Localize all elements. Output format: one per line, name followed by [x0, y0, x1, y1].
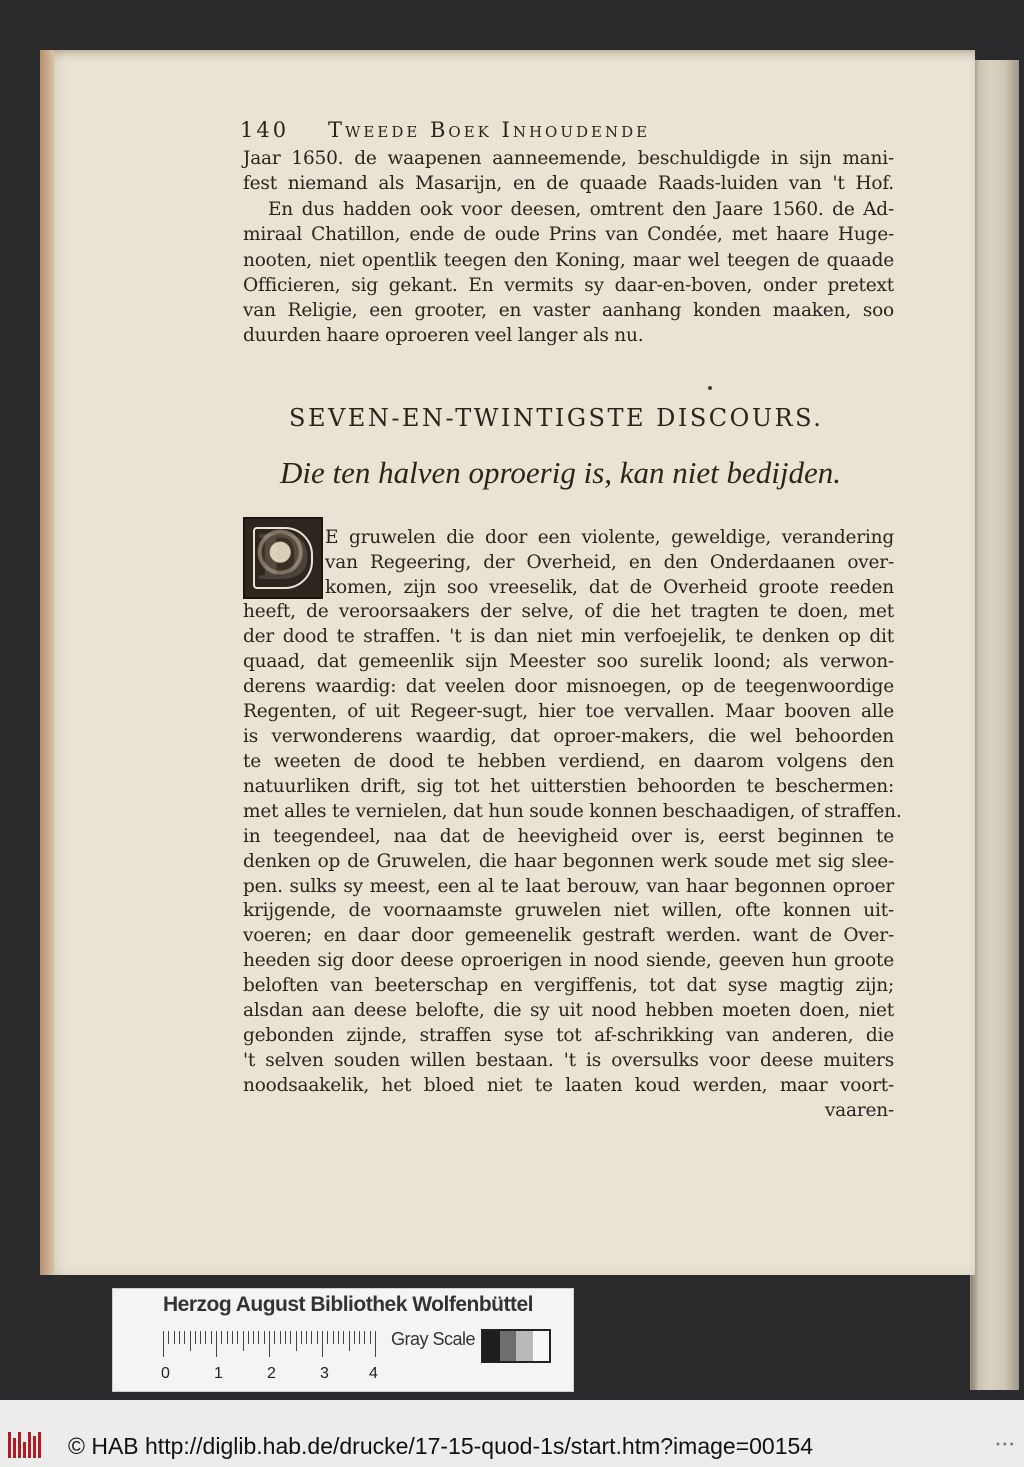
text-line: denken op de Gruwelen, die haar begonnen werk soude met sig slee-	[243, 851, 894, 872]
text-line: Regenten, of uit Regeer-sugt, hier toe vervallen. Maar booven alle	[243, 701, 894, 722]
page-number: 140	[240, 118, 290, 142]
text-line: noodsaakelik, het bloed niet te laaten koud werden, maar voort-	[243, 1075, 894, 1096]
decorated-initial	[243, 517, 323, 599]
drop-cap-letter: D	[256, 521, 310, 594]
text-line: nooten, niet opentlik teegen den Koning, maar wel teegen de quaade	[243, 250, 894, 271]
ruler-tick	[306, 1331, 307, 1344]
ruler-tick	[375, 1331, 376, 1357]
ruler-tick	[290, 1331, 291, 1344]
copyright-url[interactable]: © HAB http://diglib.hab.de/drucke/17-15-quod-1s/start.htm?image=00154	[68, 1433, 814, 1459]
measurement-ruler	[163, 1331, 378, 1359]
text-line: van Religie, een grooter, en vaster aanhang konden maaken, soo	[243, 300, 894, 321]
ruler-tick	[232, 1331, 233, 1344]
catchword: vaaren-	[824, 1100, 894, 1121]
ruler-tick	[216, 1331, 217, 1357]
text-line: voeren; en daar door gemeenelik gestraft werden. want de Over-	[243, 925, 894, 946]
ruler-tick	[237, 1331, 238, 1344]
ruler-tick	[258, 1331, 259, 1344]
ruler-tick	[184, 1331, 185, 1344]
ruler-tick	[205, 1331, 206, 1344]
text-line: duurden haare oproeren veel langer als nu.	[243, 325, 644, 346]
text-line: heeft, de veroorsaakers der selve, of die het tragten te doen, met	[243, 601, 894, 622]
text-line: gebonden zijnde, straffen syse tot af-schrikking van anderen, die	[243, 1025, 894, 1046]
ruler-tick	[211, 1331, 212, 1344]
ruler-tick	[248, 1331, 249, 1344]
ruler-tick	[317, 1331, 318, 1344]
text-line: quaad, dat gemeenlik sijn Meester soo surelik loond; als verwon-	[243, 651, 894, 672]
ruler-tick	[349, 1331, 350, 1351]
ruler-tick	[301, 1331, 302, 1344]
ruler-tick	[253, 1331, 254, 1344]
ornament-dot	[708, 386, 712, 390]
section-title: SEVEN-EN-TWINTIGSTE DISCOURS.	[289, 404, 824, 432]
ruler-label: 0	[161, 1365, 170, 1382]
ruler-tick	[354, 1331, 355, 1344]
gray-scale-swatches	[481, 1329, 551, 1363]
text-line: pen. sulks sy meest, een al te laat berouw, van haar begonnen oproer	[243, 876, 894, 897]
hab-logo-icon	[8, 1432, 48, 1458]
ruler-tick	[195, 1331, 196, 1344]
text-line: E gruwelen die door een violente, geweldige, verandering	[325, 527, 894, 548]
ruler-label: 1	[214, 1365, 223, 1382]
text-line: met alles te vernielen, dat hun soude konnen beschaadigen, of straffen.	[243, 801, 902, 822]
ruler-tick	[370, 1331, 371, 1344]
library-name: Herzog August Bibliothek Wolfenbüttel	[163, 1293, 533, 1316]
gray-scale-label: Gray Scale	[391, 1329, 476, 1349]
color-calibration-card	[112, 1288, 574, 1392]
ruler-tick	[190, 1331, 191, 1351]
ruler-tick	[264, 1331, 265, 1344]
text-line: krijgende, de voornaamste gruwelen niet willen, ofte konnen uit-	[243, 900, 894, 921]
ruler-tick	[227, 1331, 228, 1344]
text-line: miraal Chatillon, ende de oude Prins van Condée, met haare Huge-	[243, 224, 894, 245]
ruler-tick	[200, 1331, 201, 1344]
page-edge	[40, 50, 54, 1275]
text-line: Jaar 1650. de waapenen aanneemende, beschuldigde in sijn mani-	[243, 148, 894, 169]
more-icon[interactable]: •••	[995, 1440, 1016, 1451]
ruler-tick	[296, 1331, 297, 1351]
gray-swatch	[500, 1331, 517, 1361]
ruler-tick	[333, 1331, 334, 1344]
ruler-tick	[322, 1331, 323, 1357]
text-line: heeden sig door deese oproerigen in nood siende, geeven hun groote	[243, 950, 894, 971]
ruler-tick	[280, 1331, 281, 1344]
text-line: Officieren, sig gekant. En vermits sy daar-en-boven, onder pretext	[243, 275, 894, 296]
gray-swatch	[516, 1331, 533, 1361]
ruler-label: 4	[369, 1365, 378, 1382]
gray-swatch	[483, 1331, 500, 1361]
footer-bar	[0, 1400, 1024, 1467]
text-line: fest niemand als Masarijn, en de quaade Raads-luiden van 't Hof.	[243, 173, 894, 194]
text-line: te weeten de dood te hebben verdiend, en daarom volgens den	[243, 751, 894, 772]
ruler-tick	[243, 1331, 244, 1351]
ruler-tick	[285, 1331, 286, 1344]
ruler-tick	[359, 1331, 360, 1344]
gray-swatch	[533, 1331, 550, 1361]
ruler-tick	[338, 1331, 339, 1344]
text-line: En dus hadden ook voor deesen, omtrent den Jaare 1560. de Ad-	[268, 199, 894, 220]
text-line: komen, zijn soo vreeselik, dat de Overheid groote reeden	[325, 577, 894, 598]
ruler-label: 2	[267, 1365, 276, 1382]
text-line: der dood te straffen. 't is dan niet min verfoejelik, te denken op dit	[243, 626, 894, 647]
ruler-tick	[168, 1331, 169, 1344]
book-page-stack	[970, 60, 1019, 1390]
ruler-tick	[269, 1331, 270, 1357]
text-line: in teegendeel, naa dat de heevigheid over is, eerst beginnen te	[243, 826, 894, 847]
ruler-tick	[174, 1331, 175, 1344]
ruler-tick	[364, 1331, 365, 1344]
ruler-tick	[163, 1331, 164, 1357]
text-line: is verwonderens waardig, dat oproer-makers, die wel behoorden	[243, 726, 894, 747]
text-line: van Regeering, der Overheid, en den Onderdaanen over-	[325, 552, 894, 573]
text-line: 't selven souden willen bestaan. 't is oversulks voor deese muiters	[243, 1050, 894, 1071]
ruler-tick	[311, 1331, 312, 1344]
ruler-label: 3	[320, 1365, 329, 1382]
text-line: beloften van beeterschap en vergiffenis, tot dat syse magtig zijn;	[243, 975, 894, 996]
text-line: derens waardig: dat veelen door misnoegen, op de teegenwoordige	[243, 676, 894, 697]
ruler-tick	[179, 1331, 180, 1344]
text-line: natuurliken drift, sig tot het uitterstien behoorden te beschermen:	[243, 776, 894, 797]
running-head-title: Tweede Boek Inhoudende	[328, 118, 651, 142]
discourse-subtitle: Die ten halven oproerig is, kan niet bedijden.	[280, 455, 842, 490]
ruler-tick	[343, 1331, 344, 1344]
ruler-tick	[327, 1331, 328, 1344]
ruler-tick	[274, 1331, 275, 1344]
text-line: alsdan aan deese belofte, die sy uit nood hebben moeten doen, niet	[243, 1000, 894, 1021]
ruler-tick	[221, 1331, 222, 1344]
